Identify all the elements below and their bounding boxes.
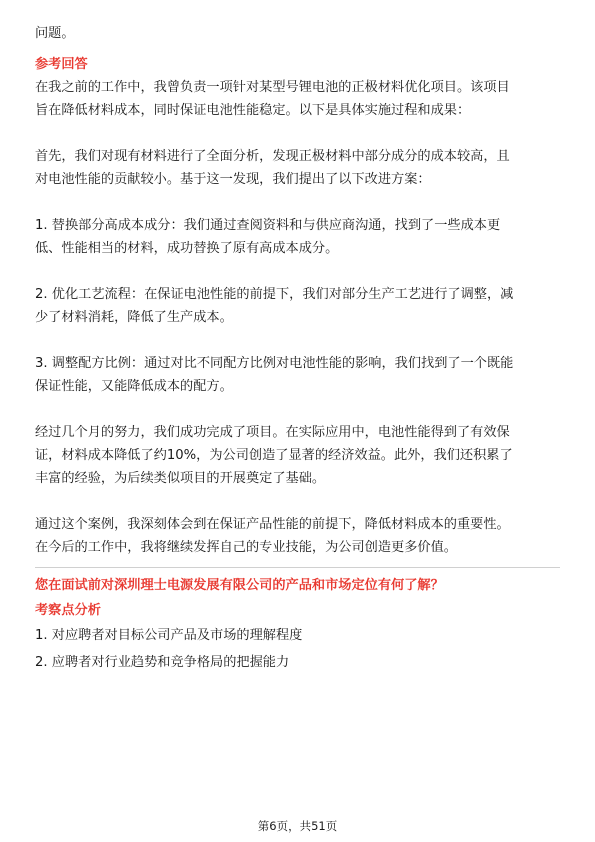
intro-line-1: 在我之前的工作中，我曾负责一项针对某型号锂电池的正极材料优化项目。该项目 (35, 80, 510, 95)
item2-line-2: 少了材料消耗，降低了生产成本。 (35, 310, 233, 325)
item1-line-1: 1. 替换部分高成本成分：我们通过查阅资料和与供应商沟通，找到了一些成本更 (35, 218, 501, 233)
answer-heading: 参考回答 (35, 57, 88, 72)
analysis-heading: 考察点分析 (35, 603, 101, 618)
result-line-1: 经过几个月的努力，我们成功完成了项目。在实际应用中，电池性能得到了有效保 (35, 425, 510, 440)
first-line-2: 对电池性能的贡献较小。基于这一发现，我们提出了以下改进方案： (35, 172, 431, 187)
result-line-2: 证，材料成本降低了约10%，为公司创造了显著的经济效益。此外，我们还积累了 (35, 448, 513, 463)
lead-line: 问题。 (35, 26, 75, 41)
item2-line-1: 2. 优化工艺流程：在保证电池性能的前提下，我们对部分生产工艺进行了调整，减 (35, 287, 514, 302)
intro-line-2: 旨在降低材料成本，同时保证电池性能稳定。以下是具体实施过程和成果： (35, 103, 471, 118)
analysis-item-1: 1. 对应聘者对目标公司产品及市场的理解程度 (35, 628, 303, 643)
result-line-3: 丰富的经验，为后续类似项目的开展奠定了基础。 (35, 471, 326, 486)
item1-line-2: 低、性能相当的材料，成功替换了原有高成本成分。 (35, 241, 339, 256)
item3-line-1: 3. 调整配方比例：通过对比不同配方比例对电池性能的影响，我们找到了一个既能 (35, 356, 514, 371)
section-divider (35, 567, 560, 568)
conclusion-line-2: 在今后的工作中，我将继续发挥自己的专业技能，为公司创造更多价值。 (35, 540, 457, 555)
question-heading: 您在面试前对深圳理士电源发展有限公司的产品和市场定位有何了解？ (35, 578, 444, 593)
page-content (35, 22, 565, 674)
analysis-item-2: 2. 应聘者对行业趋势和竞争格局的把握能力 (35, 655, 290, 670)
first-line-1: 首先，我们对现有材料进行了全面分析，发现正极材料中部分成分的成本较高，且 (35, 149, 510, 164)
item3-line-2: 保证性能，又能降低成本的配方。 (35, 379, 233, 394)
conclusion-line-1: 通过这个案例，我深刻体会到在保证产品性能的前提下，降低材料成本的重要性。 (35, 517, 510, 532)
page-footer: 第6页，共51页 (257, 819, 338, 833)
